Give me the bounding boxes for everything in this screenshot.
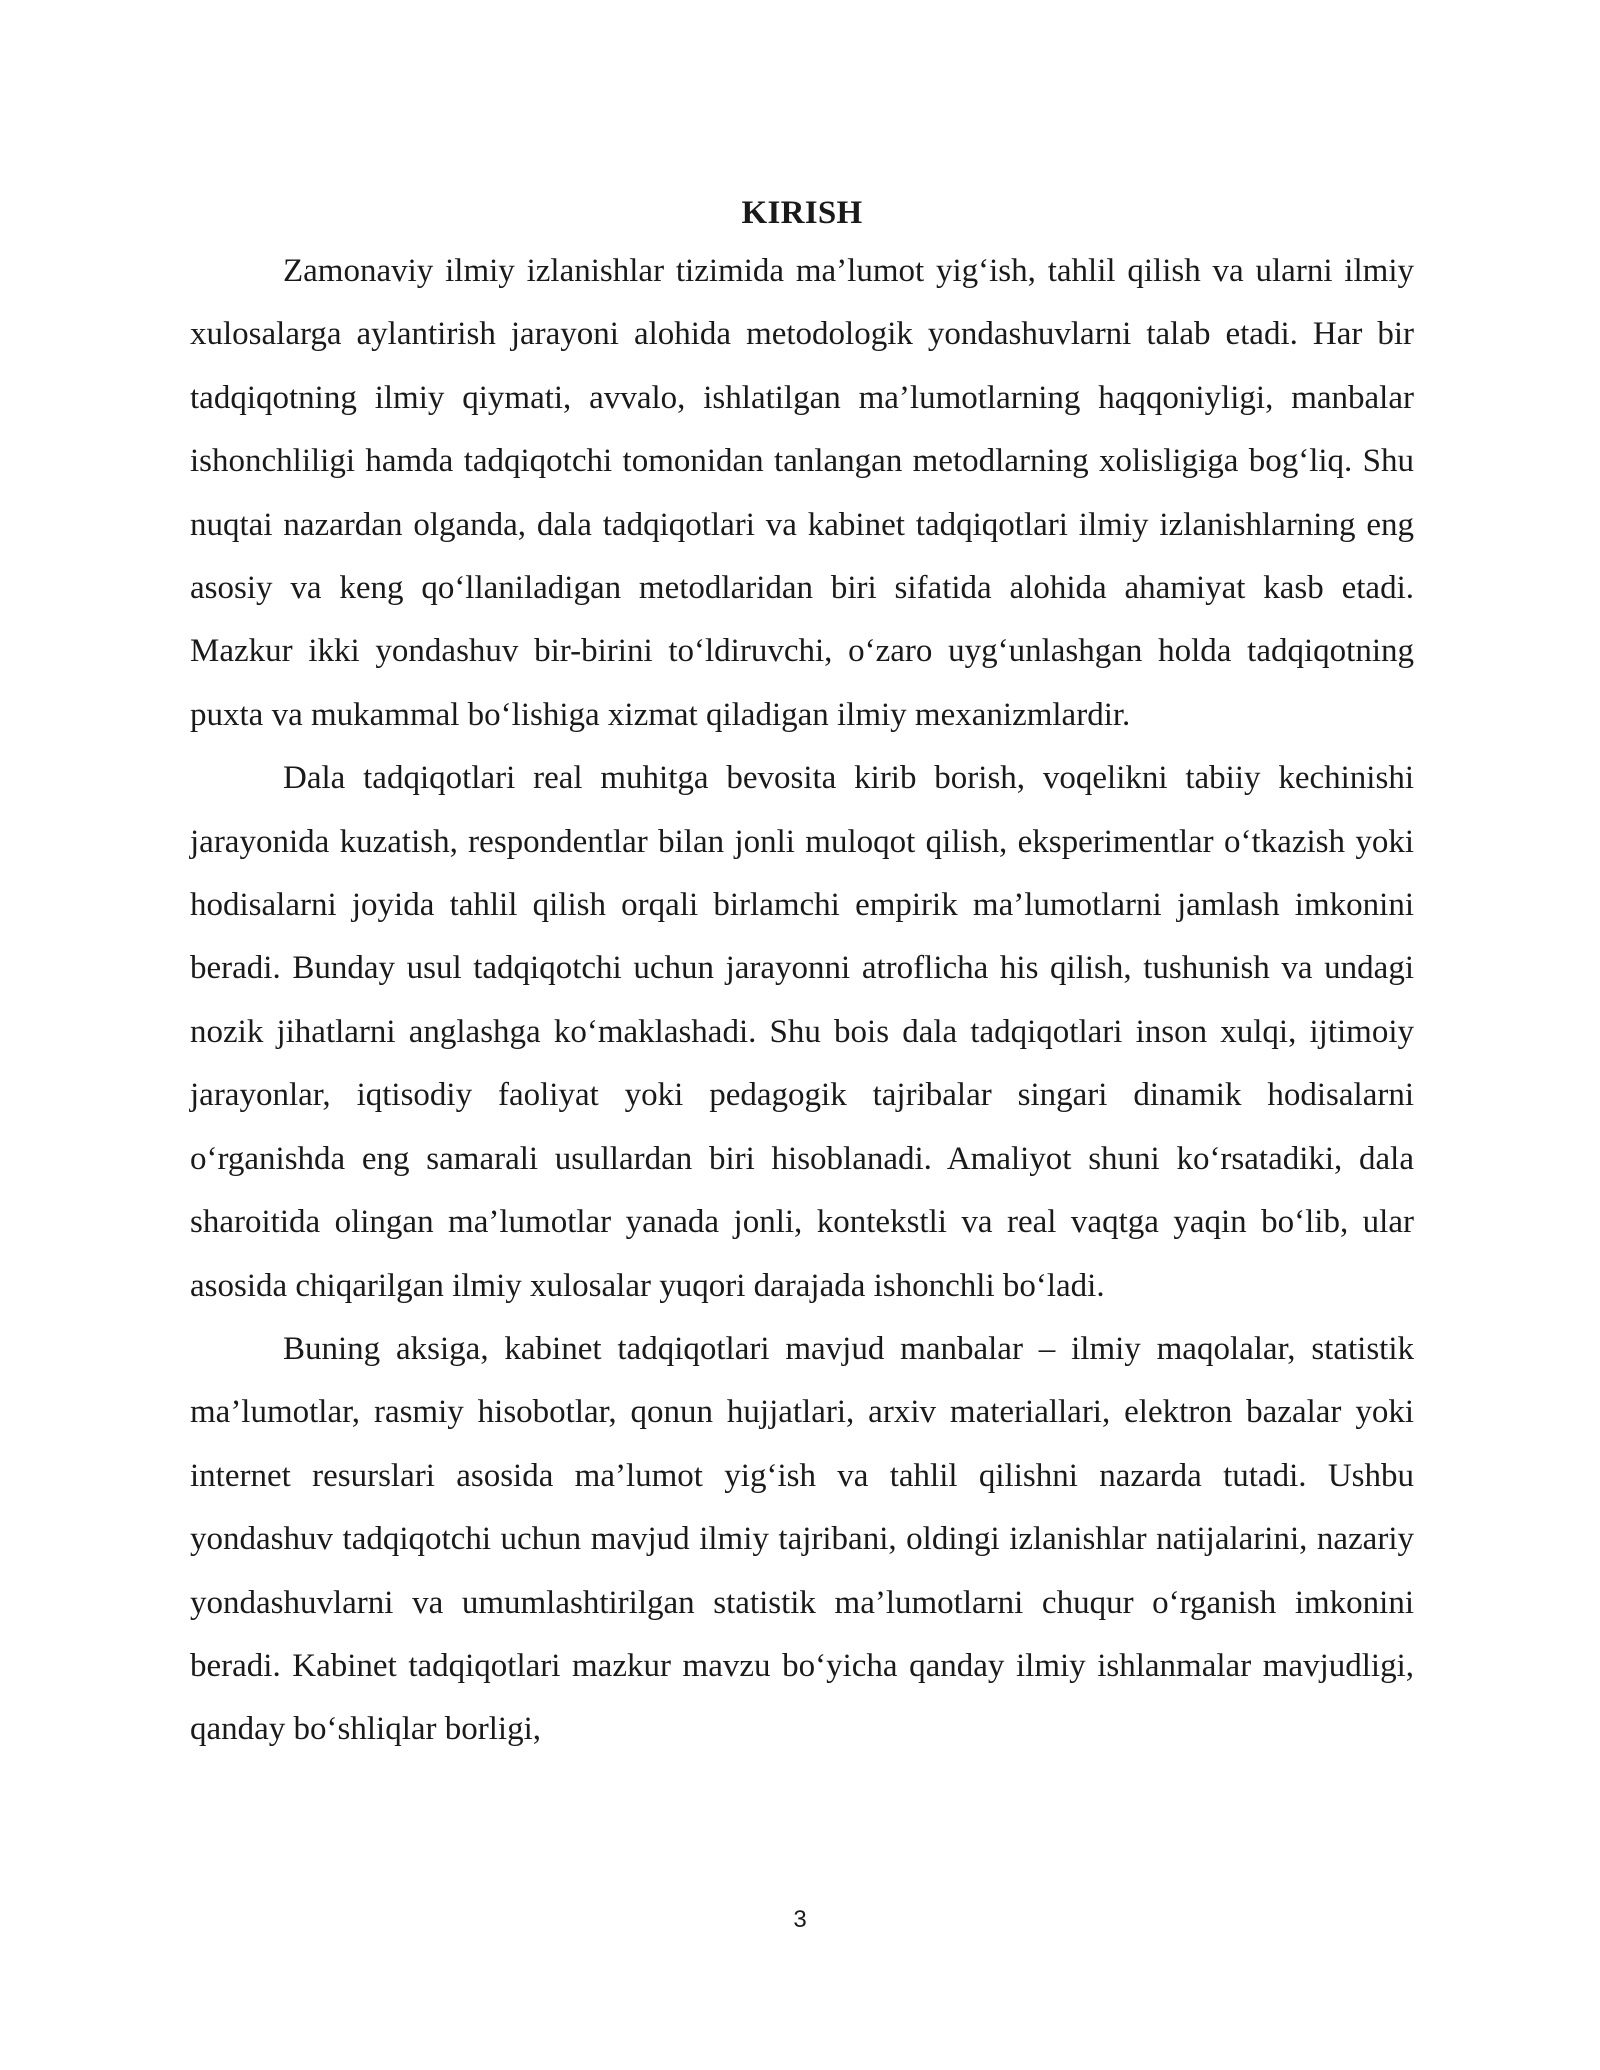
paragraph-2: Dala tadqiqotlari real muhitga bevosita kirib borish, voqelikni tabiiy kechinishi jarayonida kuzatish, respondentlar bilan jonli muloqot qilish, eksperimentlar o‘tkazish yoki hodisalarni joyida tahlil qilish orqali birlamchi empirik ma’lumotlarni jamlash imkonini beradi. Bunday usul tadqiqotchi uchun jarayonni atroflicha his qilish, tushunish va undagi nozik jihatlarni anglashga ko‘maklashadi. Shu bois dala tadqiqotlari inson xulqi, ijtimoiy jarayonlar, iqtisodiy faoliyat yoki pedagogik tajribalar singari dinamik hodisalarni o‘rganishda eng samarali usullardan biri hisoblanadi. Amaliyot shuni ko‘rsatadiki, dala sharoitida olingan ma’lumotlar yanada jonli, kontekstli va real vaqtga yaqin bo‘lib, ular asosida chiqarilgan ilmiy xulosalar yuqori darajada ishonchli bo‘ladi. <box>190 760 1414 1304</box>
paragraph-1: Zamonaviy ilmiy izlanishlar tizimida ma’lumot yig‘ish, tahlil qilish va ularni ilmiy xulosalarga aylantirish jarayoni alohida metodologik yondashuvlarni talab etadi. Har bir tadqiqotning ilmiy qiymati, avvalo, ishlatilgan ma’lumotlarning haqqoniyligi, manbalar ishonchliligi hamda tadqiqotchi tomonidan tanlangan metodlarning xolisligiga bog‘liq. Shu nuqtai nazardan olganda, dala tadqiqotlari va kabinet tadqiqotlari ilmiy izlanishlarning eng asosiy va keng qo‘llaniladigan metodlaridan biri sifatida alohida ahamiyat kasb etadi. Mazkur ikki yondashuv bir-birini to‘ldiruvchi, o‘zaro uyg‘unlashgan holda tadqiqotning puxta va mukammal bo‘lishiga xizmat qiladigan ilmiy mexanizmlardir. <box>190 253 1414 733</box>
paragraph-3: Buning aksiga, kabinet tadqiqotlari mavjud manbalar – ilmiy maqolalar, statistik ma’lumotlar, rasmiy hisobotlar, qonun hujjatlari, arxiv materiallari, elektron bazalar yoki internet resurslari asosida ma’lumot yig‘ish va tahlil qilishni nazarda tutadi. Ushbu yondashuv tadqiqotchi uchun mavjud ilmiy tajribani, oldingi izlanishlar natijalarini, nazariy yondashuvlarni va umumlashtirilgan statistik ma’lumotlarni chuqur o‘rganish imkonini beradi. Kabinet tadqiqotlari mazkur mavzu bo‘yicha qanday ilmiy ishlanmalar mavjudligi, qanday bo‘shliqlar borligi, <box>190 1330 1414 1748</box>
page-content <box>190 188 1414 1762</box>
page-number: 3 <box>793 1906 807 1933</box>
section-title: KIRISH <box>741 195 863 231</box>
